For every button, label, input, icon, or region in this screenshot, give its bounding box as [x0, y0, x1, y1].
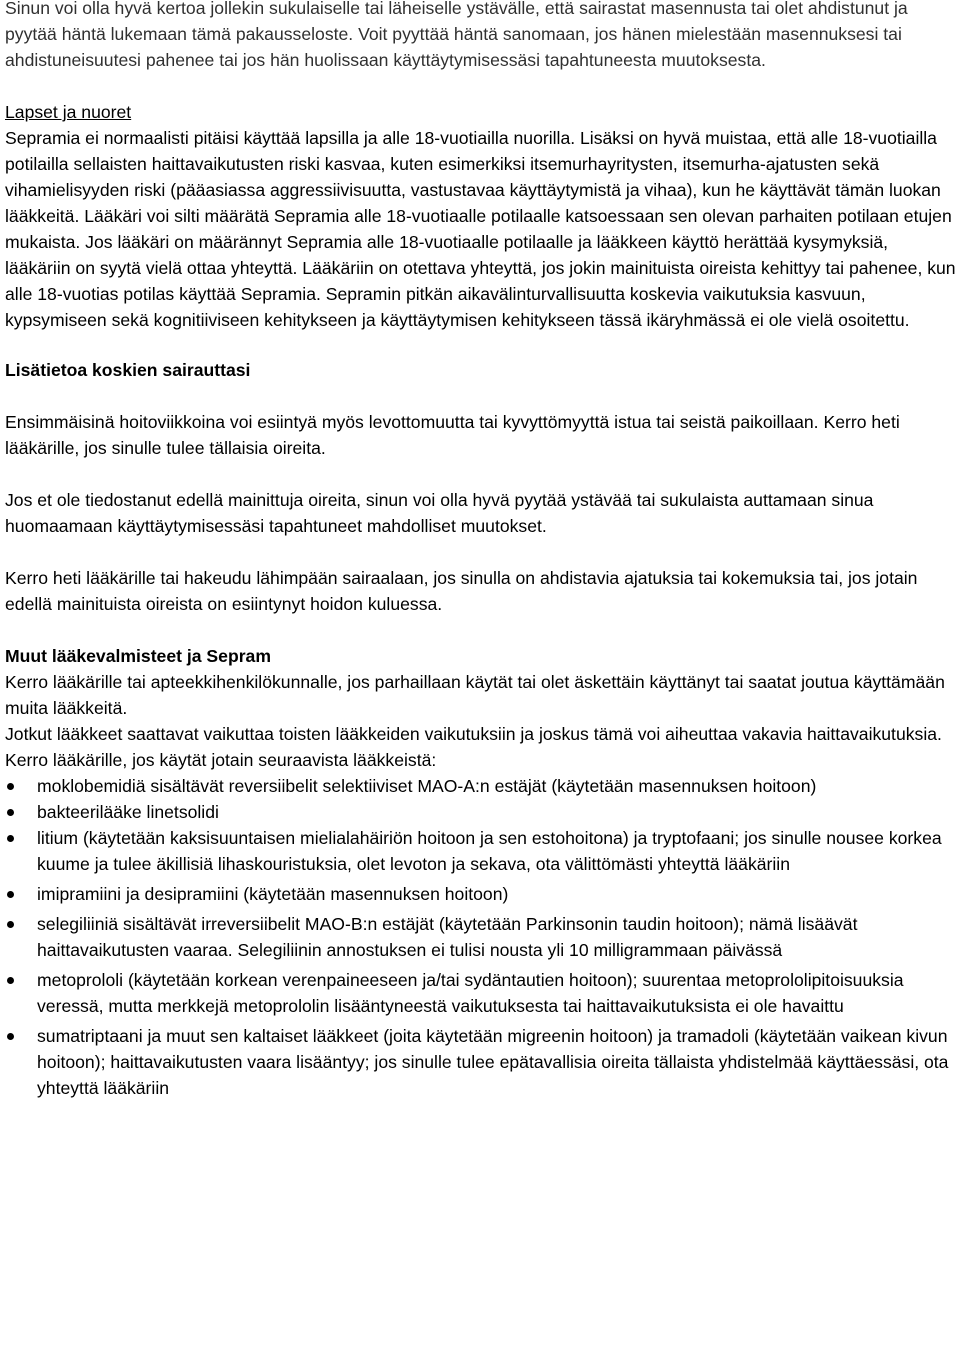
more-info-heading: Lisätietoa koskien sairauttasi	[5, 360, 251, 380]
more-info-paragraph-3: Kerro heti lääkärille tai hakeudu lähimpään sairaalaan, jos sinulla on ahdistavia ajatuksia tai kokemuksia tai, jos jotain edellä mainituista oireista on esiintynyt hoidon kuluessa.	[5, 568, 918, 614]
children-paragraph: Sepramia ei normaalisti pitäisi käyttää lapsilla ja alle 18-vuotiailla nuorilla. Lisäksi on hyvä muistaa, että alle 18-vuotiailla potilailla sellaisten haittavaikutusten riski kasvaa, kuten esimerkiksi itsemurhayritysten, itsemurha-ajatusten sekä vihamielisyyden riski (pääasiassa aggressiivisuutta, vastustavaa käyttäytymistä ja vihaa), kun he käyttävät tämän luokan lääkkeitä. Lääkäri voi silti määrätä Sepramia alle 18-vuotiaalle potilaalle katsoessaan sen olevan parhaiten potilaan etujen mukaista. Jos lääkäri on määrännyt Sepramia alle 18-vuotiaalle potilaalle ja lääkkeen käyttö herättää kysymyksiä, lääkäriin on syytä vielä ottaa yhteyttä. Lääkäriin on otettava yhteyttä, jos jokin mainituista oireista kehittyy tai pahenee, kun alle 18-vuotias potilas käyttää Sepramia. Sepramin pitkän aikavälinturvallisuutta koskevia vaikutuksia kasvuun, kypsymiseen sekä kognitiiviseen kehitykseen ja käyttäytymisen kehitykseen tässä ikäryhmässä ei ole vielä osoitettu.	[5, 128, 956, 330]
other-meds-paragraph-2: Jotkut lääkkeet saattavat vaikuttaa toisten lääkkeiden vaikutuksiin ja joskus tämä voi aiheuttaa vakavia haittavaikutuksia.	[5, 724, 942, 744]
other-meds-heading: Muut lääkevalmisteet ja Sepram	[5, 646, 271, 666]
medication-list	[5, 773, 956, 1101]
list-item: moklobemidiä sisältävät reversiibelit selektiiviset MAO-A:n estäjät (käytetään masennuksen hoitoon)	[5, 773, 956, 799]
other-meds-paragraph-1: Kerro lääkärille tai apteekkihenkilökunnalle, jos parhaillaan käytät tai olet äskettäin käyttänyt tai saatat joutua käyttämään muita lääkkeitä.	[5, 672, 945, 718]
children-heading: Lapset ja nuoret	[5, 102, 132, 122]
more-info-paragraph-2: Jos et ole tiedostanut edellä mainittuja oireita, sinun voi olla hyvä pyytää ystävää tai sukulaista auttamaan sinua huomaamaan käyttäytymisessäsi tapahtuneet mahdolliset muutokset.	[5, 490, 874, 536]
more-info-paragraph-1: Ensimmäisinä hoitoviikkoina voi esiintyä myös levottomuutta tai kyvyttömyyttä istua tai seistä paikoillaan. Kerro heti lääkärille, jos sinulle tulee tällaisia oireita.	[5, 412, 900, 458]
list-item: litium (käytetään kaksisuuntaisen mielialahäiriön hoitoon ja sen estohoitona) ja tryptofaani; jos sinulle nousee korkea kuume ja tulee äkillisiä lihaskouristuksia, olet levoton ja sekava, ota välittömästi yhteyttä lääkäriin	[5, 825, 956, 877]
list-item: imipramiini ja desipramiini (käytetään masennuksen hoitoon)	[5, 881, 956, 907]
other-meds-paragraph-3: Kerro lääkärille, jos käytät jotain seuraavista lääkkeistä:	[5, 750, 437, 770]
list-item: bakteerilääke linetsolidi	[5, 799, 956, 825]
list-item: selegiliiniä sisältävät irreversiibelit MAO-B:n estäjät (käytetään Parkinsonin taudin hoitoon); nämä lisäävät haittavaikutusten vaaraa. Selegiliinin annostuksen ei tulisi nousta yli 10 milligrammaan päivässä	[5, 911, 956, 963]
list-item: metoprololi (käytetään korkean verenpaineeseen ja/tai sydäntautien hoitoon); suurentaa metoprololipitoisuuksia veressä, mutta merkkejä metoprololin lisääntyneestä vaikutuksesta tai haittavaikutuksista ei ole havaittu	[5, 967, 956, 1019]
intro-paragraph: Sinun voi olla hyvä kertoa jollekin sukulaiselle tai läheiselle ystävälle, että sairastat masennusta tai olet ahdistunut ja pyytää häntä lukemaan tämä pakausseloste. Voit pyyttää häntä sanomaan, jos hänen mielestään masennuksesi tai ahdistuneisuutesi pahenee tai jos hän huolissaan käyttäytymisessäsi tapahtuneesta muutoksesta.	[5, 0, 908, 70]
list-item: sumatriptaani ja muut sen kaltaiset lääkkeet (joita käytetään migreenin hoitoon) ja tramadoli (käytetään vaikean kivun hoitoon); haittavaikutusten vaara lisääntyy; jos sinulle tulee epätavallisia oireita tällaista yhdistelmää käyttäessäsi, ota yhteyttä lääkäriin	[5, 1023, 956, 1101]
